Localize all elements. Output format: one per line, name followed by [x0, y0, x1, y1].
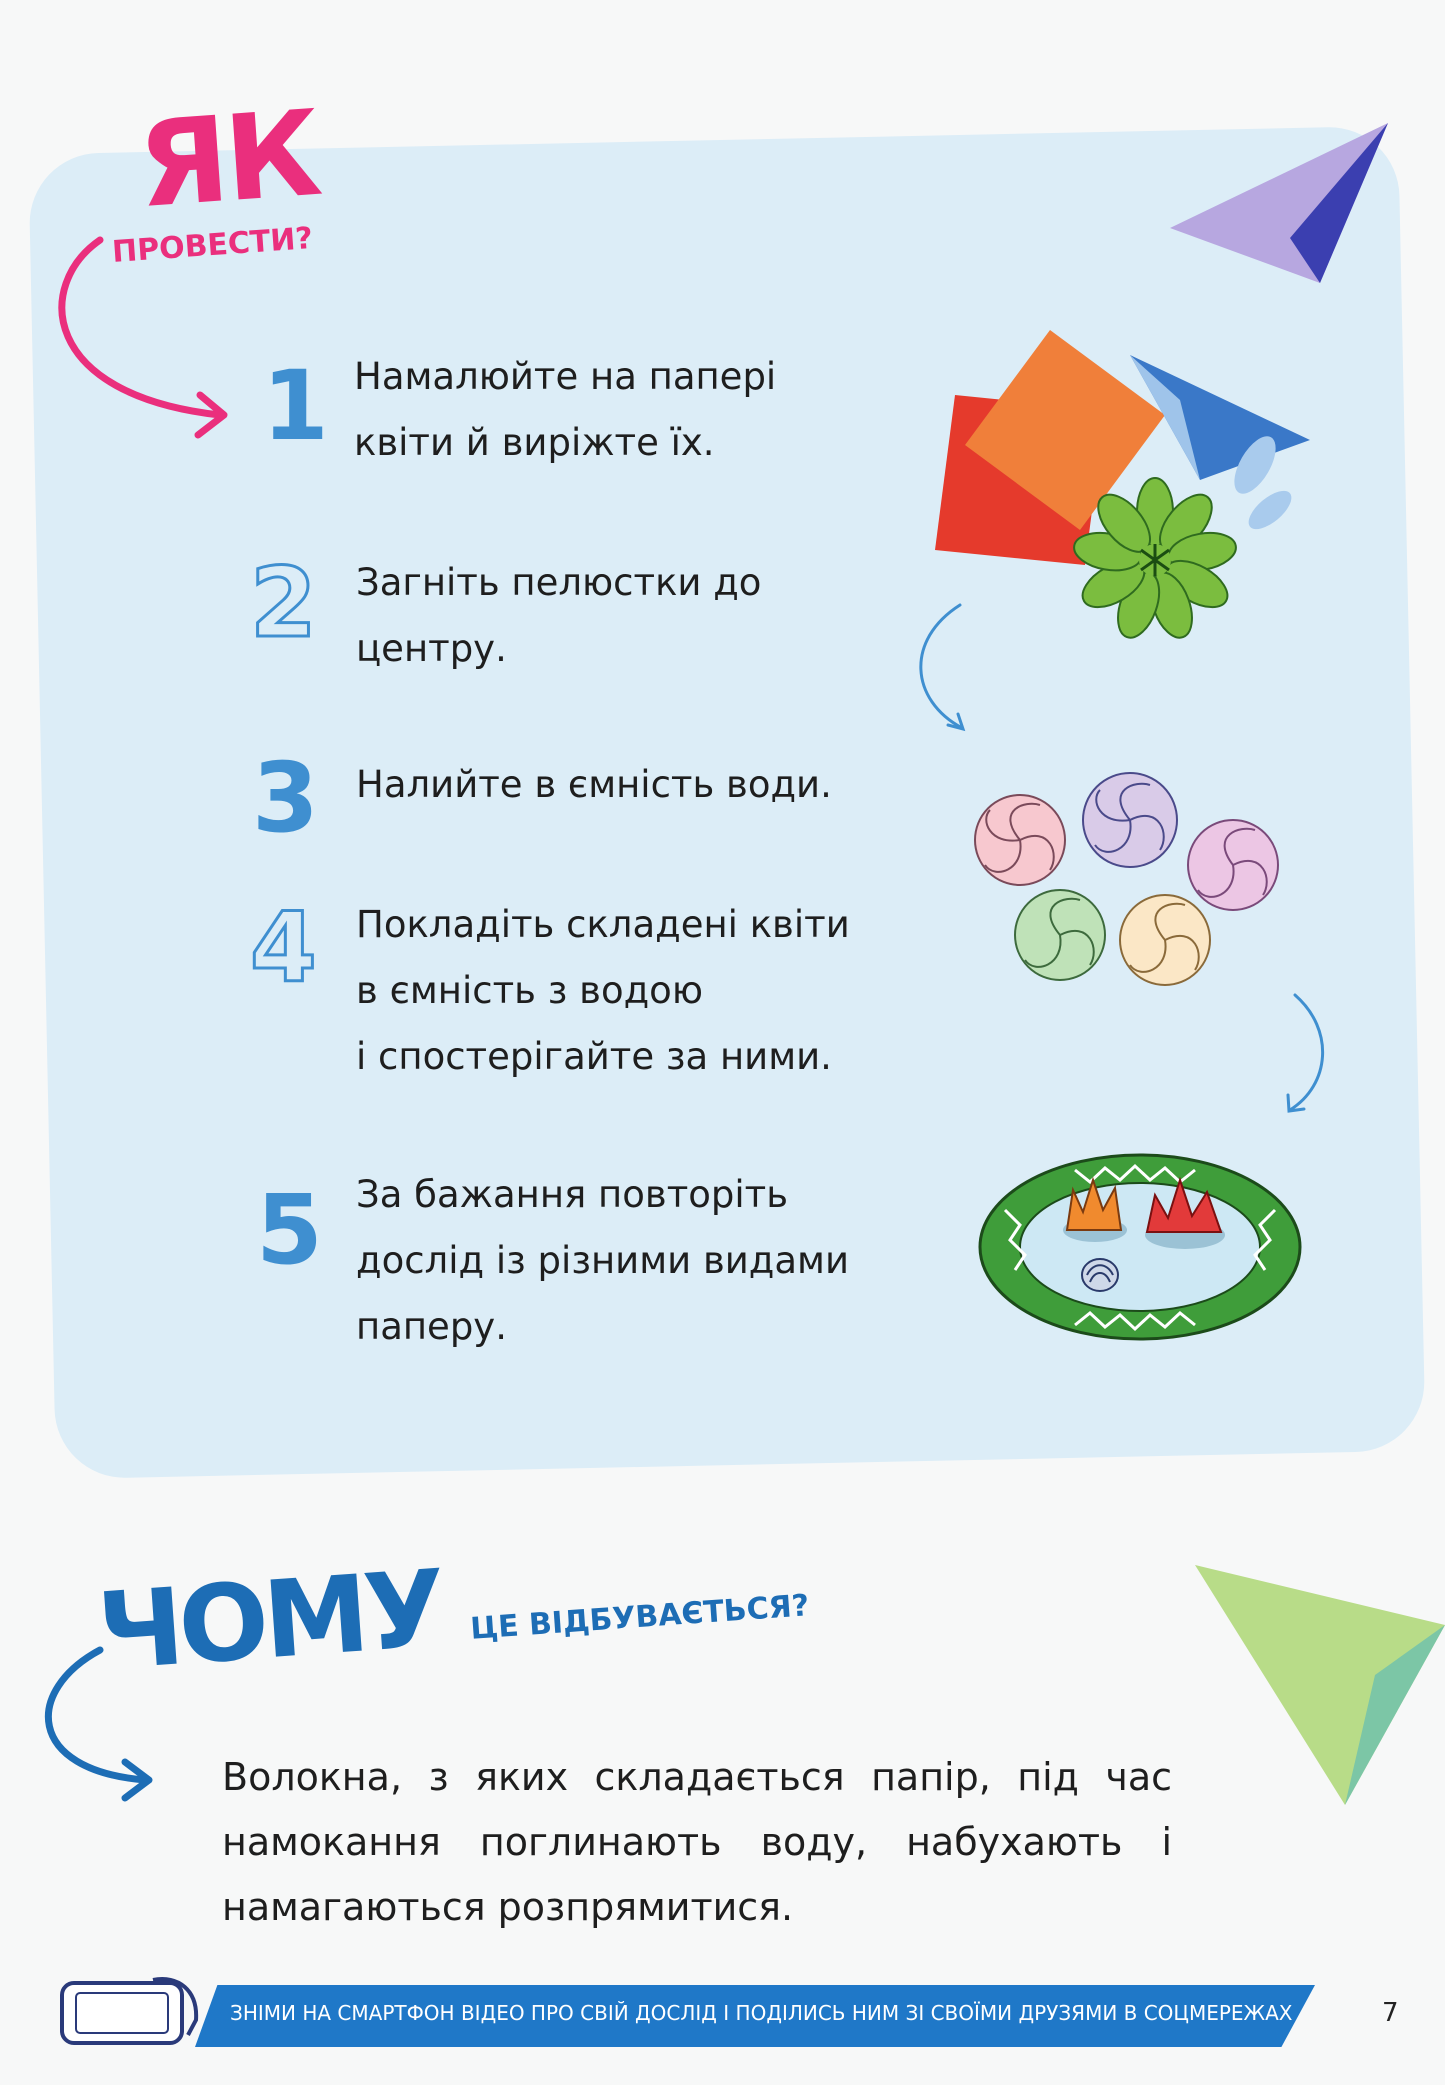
- step-2-number: 2: [250, 547, 317, 659]
- step-5-line-1: За бажання повторіть: [356, 1173, 789, 1216]
- step-1-line-2: квіти й виріжте їх.: [354, 421, 715, 464]
- step-4-line-3: і спостерігайте за ними.: [356, 1035, 832, 1078]
- smartphone-hand-icon: [58, 1975, 198, 2055]
- step-4-line-2: в ємність з водою: [356, 969, 703, 1012]
- step-4-text: [356, 892, 850, 1090]
- step-1-number: 1: [262, 350, 329, 462]
- step-3-text: [356, 752, 832, 818]
- heading-why-subtitle: ЦЕ ВІДБУВАЄТЬСЯ?: [469, 1588, 811, 1647]
- step-2-text: [356, 550, 761, 682]
- step-1-text: [354, 344, 776, 476]
- step-5-number: 5: [256, 1174, 323, 1286]
- folded-flowers-icon: [965, 770, 1295, 1000]
- curved-arrow-icon: [900, 600, 980, 740]
- heading-why: ЧОМУ: [94, 1547, 445, 1694]
- curved-arrow-icon: [40, 225, 240, 435]
- step-4-number: 4: [250, 892, 317, 1004]
- heading-how: ЯК: [133, 83, 322, 235]
- paper-squares-icon: [930, 330, 1310, 650]
- step-2-line-2: центру.: [356, 627, 507, 670]
- footer-banner-text: ЗНІМИ НА СМАРТФОН ВІДЕО ПРО СВІЙ ДОСЛІД І ПОДІЛИСЬ НИМ ЗІ СВОЇМИ ДРУЗЯМИ В СОЦМЕРЕЖАХ: [230, 2001, 1293, 2025]
- step-5-line-3: паперу.: [356, 1305, 507, 1348]
- green-triangle-icon: [1195, 1565, 1445, 1815]
- step-3-line-1: Налийте в ємність води.: [356, 763, 832, 806]
- page-number: 7: [1382, 1998, 1399, 2028]
- step-4-line-1: Покладіть складені квіти: [356, 903, 850, 946]
- explanation-text: Волокна, з яких складається папір, під час намокання поглинають воду, набухають і намагаються розпрямитися.: [222, 1755, 1172, 1929]
- curved-arrow-icon: [1280, 990, 1340, 1120]
- step-1-line-1: Намалюйте на папері: [354, 355, 777, 398]
- step-3-number: 3: [252, 742, 319, 854]
- step-2-line-1: Загніть пелюстки до: [356, 561, 762, 604]
- purple-triangle-icon: [1170, 118, 1400, 288]
- heading-how-subtitle: ПРОВЕСТИ?: [111, 221, 314, 270]
- step-5-text: [356, 1162, 849, 1360]
- floating-flowers-plate-icon: [975, 1150, 1305, 1345]
- curved-arrow-icon: [25, 1640, 155, 1800]
- step-5-line-2: дослід із різними видами: [356, 1239, 850, 1282]
